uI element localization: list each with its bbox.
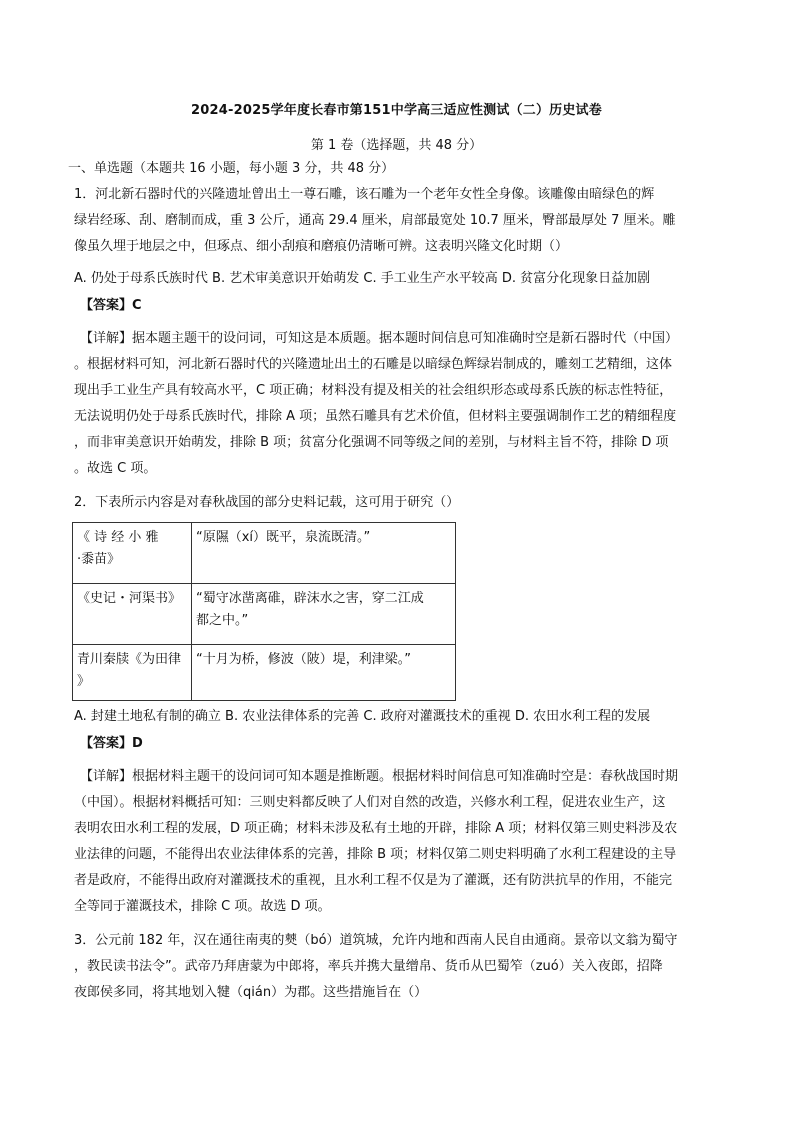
table-cell-quote: [192, 584, 456, 645]
q2-detail-line: （中国）。根据材料概括可知：三则史料都反映了人们对自然的改造，兴修水利工程，促进农业生产，这: [74, 795, 666, 810]
exam-title: 2024-2025学年度长春市第151中学高三适应性测试（二）历史试卷: [191, 103, 602, 118]
q2-detail-line: 业法律的问题，不能得出农业法律体系的完善，排除 B 项；材料仅第二则史料明确了水利工程建设的主导: [74, 847, 677, 862]
table-row: [73, 523, 456, 584]
q2-options: A. 封建土地私有制的确立 B. 农业法律体系的完善 C. 政府对灌溉技术的重视 D. 农田水利工程的发展: [74, 709, 651, 724]
table-cell-quote: [192, 523, 456, 584]
q1-answer: 【答案】C: [80, 298, 142, 313]
table-cell-source: [73, 584, 192, 645]
q3-stem-line: 3．公元前 182 年，汉在通往南夷的僰（bó）道筑城，允许内地和西南人民自由通商。景帝以文翁为蜀守: [74, 933, 678, 948]
quote-line: “原隰（xí）既平，泉流既清。”: [196, 530, 371, 545]
table-row: [73, 584, 456, 645]
q1-stem-line: 绿岩经琢、刮、磨制而成，重 3 公斤，通高 29.4 厘米，肩部最宽处 10.7 厘米，臀部最厚处 7 厘米。雕: [74, 213, 676, 228]
table-cell-source: [73, 645, 192, 701]
q3-stem-line: 夜郎侯多同，将其地划入犍（qián）为郡。这些措施旨在（）: [74, 985, 428, 1000]
source-line: 《史记・河渠书》: [77, 591, 182, 606]
q2-detail-line: 表明农田水利工程的发展，D 项正确；材料未涉及私有土地的开辟，排除 A 项；材料仅第三则史料涉及农: [74, 821, 678, 836]
q1-options: A. 仍处于母系氏族时代 B. 艺术审美意识开始萌发 C. 手工业生产水平较高 D. 贫富分化现象日益加剧: [74, 271, 651, 286]
source-line: ·黍苗》: [77, 552, 121, 567]
quote-line: 都之中。”: [196, 613, 249, 628]
q2-answer: 【答案】D: [80, 736, 143, 751]
q1-stem-line: 1．河北新石器时代的兴隆遗址曾出土一尊石雕，该石雕为一个老年女性全身像。该雕像由暗绿色的辉: [74, 187, 655, 202]
q1-stem-line: 像虽久埋于地层之中，但琢点、细小刮痕和磨痕仍清晰可辨。这表明兴隆文化时期（）: [74, 239, 569, 254]
source-line: 《 诗 经 小 雅: [77, 530, 159, 545]
q1-detail-line: 现出手工业生产具有较高水平，C 项正确；材料没有提及相关的社会组织形态或母系氏族的标志性特征，: [74, 383, 673, 398]
source-line: 青川秦牍《为田律: [77, 652, 182, 667]
q2-stem: 2．下表所示内容是对春秋战国的部分史料记载，这可用于研究（）: [74, 495, 460, 510]
q1-detail-line: 【详解】据本题主题干的设问词，可知这是本质题。据本题时间信息可知准确时空是新石器时代（中国）: [80, 331, 679, 346]
q2-source-table: [72, 522, 456, 701]
q2-detail-line: 者是政府，不能得出政府对灌溉技术的重视，且水利工程不仅是为了灌溉，还有防洪抗旱的作用，不能完: [74, 873, 673, 888]
table-row: [73, 645, 456, 701]
q2-detail-line: 全等同于灌溉技术，排除 C 项。故选 D 项。: [74, 899, 331, 914]
q1-detail-line: 。根据材料可知，河北新石器时代的兴隆遗址出土的石雕是以暗绿色辉绿岩制成的，雕刻工艺精细，这体: [74, 357, 673, 372]
exam-volume: 第 1 卷（选择题，共 48 分）: [310, 138, 483, 153]
table-cell-quote: [192, 645, 456, 701]
table-cell-source: [73, 523, 192, 584]
q1-detail-line: ，而非审美意识开始萌发，排除 B 项；贫富分化强调不同等级之间的差别，与材料主旨不符，排除 D 项: [74, 435, 669, 450]
q2-detail-line: 【详解】根据材料主题干的设问词可知本题是推断题。根据材料时间信息可知准确时空是：春秋战国时期: [80, 769, 679, 784]
q3-stem-line: ，教民读书法令”。武帝乃拜唐蒙为中郎将，率兵并携大量缯帛、货币从巴蜀笮（zuó）关入夜郎，招降: [74, 959, 663, 974]
q1-detail-line: 。故选 C 项。: [74, 461, 157, 476]
quote-line: “十月为桥，修波（陂）堤，利津梁。”: [196, 652, 411, 667]
section-heading: 一、单选题（本题共 16 小题，每小题 3 分，共 48 分）: [68, 161, 395, 176]
quote-line: “蜀守冰凿离碓，辟沫水之害，穿二江成: [196, 591, 424, 606]
q1-detail-line: 无法说明仍处于母系氏族时代，排除 A 项；虽然石雕具有艺术价值，但材料主要强调制作工艺的精细程度: [74, 409, 677, 424]
source-line: 》: [77, 674, 91, 689]
